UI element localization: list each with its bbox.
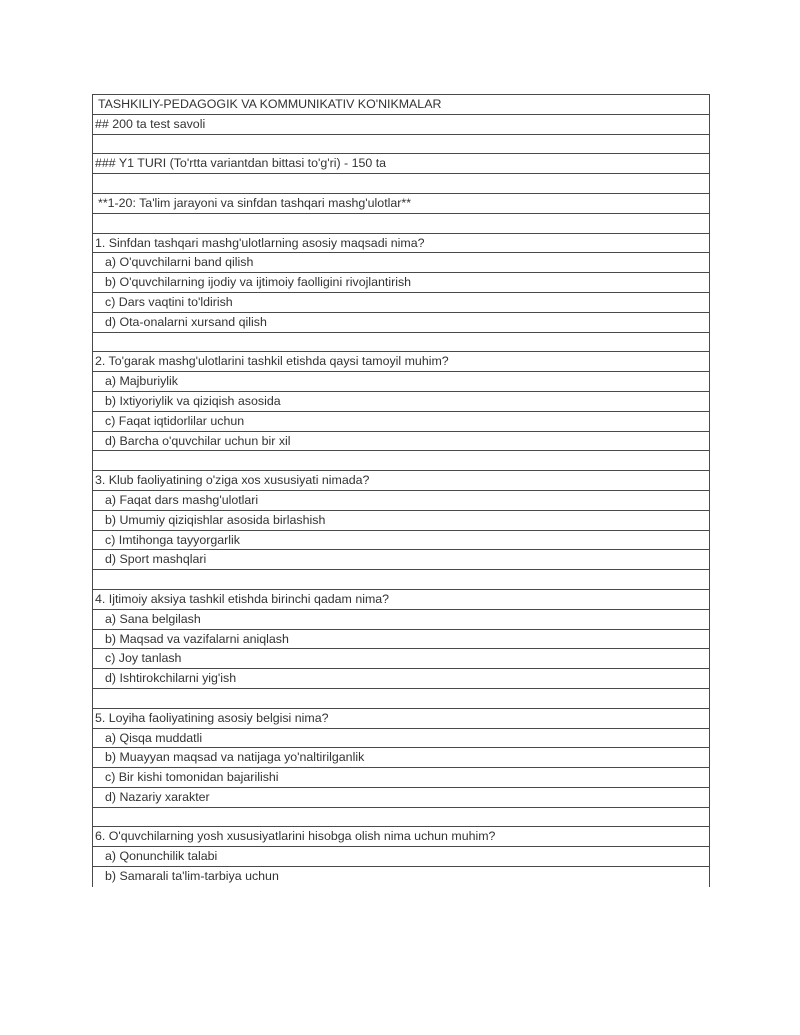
option-4b: b) Maqsad va vazifalarni aniqlash (93, 630, 709, 650)
option-6a: a) Qonunchilik talabi (93, 847, 709, 867)
option-4d: d) Ishtirokchilarni yig'ish (93, 669, 709, 689)
question-4: 4. Ijtimoiy aksiya tashkil etishda birinchi qadam nima? (93, 590, 709, 610)
option-5a: a) Qisqa muddatli (93, 729, 709, 749)
question-6: 6. O'quvchilarning yosh xususiyatlarini hisobga olish nima uchun muhim? (93, 827, 709, 847)
option-5c: c) Bir kishi tomonidan bajarilishi (93, 768, 709, 788)
blank-row (93, 570, 709, 590)
option-4a: a) Sana belgilash (93, 610, 709, 630)
option-3d: d) Sport mashqlari (93, 550, 709, 570)
option-4c: c) Joy tanlash (93, 649, 709, 669)
section-heading: ### Y1 TURI (To'rtta variantdan bittasi to'g'ri) - 150 ta (93, 154, 709, 174)
blank-row (93, 135, 709, 155)
option-3a: a) Faqat dars mashg'ulotlari (93, 491, 709, 511)
document-subtitle: ## 200 ta test savoli (93, 115, 709, 135)
option-5d: d) Nazariy xarakter (93, 788, 709, 808)
question-1: 1. Sinfdan tashqari mashg'ulotlarning asosiy maqsadi nima? (93, 234, 709, 254)
option-2b: b) Ixtiyoriylik va qiziqish asosida (93, 392, 709, 412)
topic-heading: **1-20: Ta'lim jarayoni va sinfdan tashqari mashg'ulotlar** (93, 194, 709, 214)
blank-row (93, 214, 709, 234)
option-5b: b) Muayyan maqsad va natijaga yo'naltirilganlik (93, 748, 709, 768)
option-2d: d) Barcha o'quvchilar uchun bir xil (93, 432, 709, 452)
option-6b: b) Samarali ta'lim-tarbiya uchun (105, 869, 279, 884)
option-3b: b) Umumiy qiziqishlar asosida birlashish (93, 511, 709, 531)
document-table (92, 94, 710, 887)
option-1a: a) O'quvchilarni band qilish (93, 253, 709, 273)
blank-row (93, 333, 709, 353)
option-1b: b) O'quvchilarning ijodiy va ijtimoiy faolligini rivojlantirish (93, 273, 709, 293)
option-2c: c) Faqat iqtidorlilar uchun (93, 412, 709, 432)
question-2: 2. To'garak mashg'ulotlarini tashkil etishda qaysi tamoyil muhim? (93, 352, 709, 372)
blank-row (93, 451, 709, 471)
option-1d: d) Ota-onalarni xursand qilish (93, 313, 709, 333)
blank-row (93, 174, 709, 194)
question-5: 5. Loyiha faoliyatining asosiy belgisi nima? (93, 709, 709, 729)
option-2a: a) Majburiylik (93, 372, 709, 392)
document-title: TASHKILIY-PEDAGOGIK VA KOMMUNIKATIV KO'NIKMALAR (93, 95, 709, 115)
option-1c: c) Dars vaqtini to'ldirish (93, 293, 709, 313)
question-3: 3. Klub faoliyatining o'ziga xos xususiyati nimada? (93, 471, 709, 491)
blank-row (93, 689, 709, 709)
blank-row (93, 808, 709, 828)
option-3c: c) Imtihonga tayyorgarlik (93, 531, 709, 551)
